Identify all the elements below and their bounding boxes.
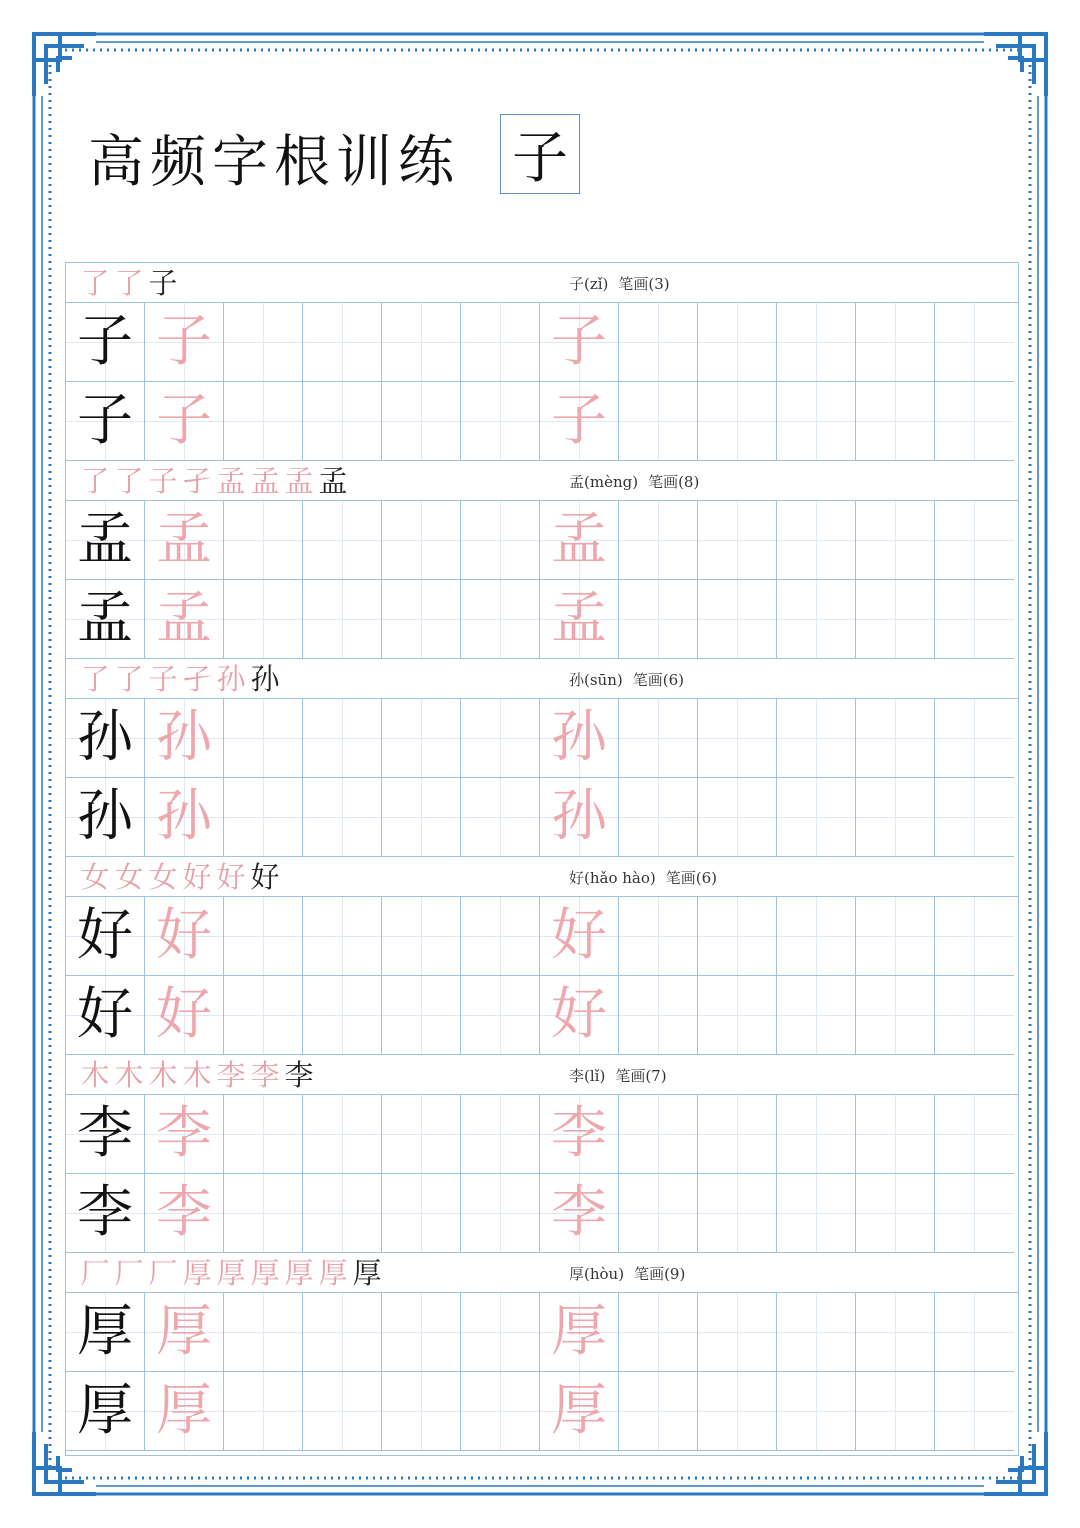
writing-cell[interactable] <box>224 1372 303 1451</box>
writing-cell[interactable] <box>224 976 303 1055</box>
character-pinyin: 孙(sūn) <box>569 671 623 689</box>
writing-cell[interactable] <box>698 580 777 659</box>
practice-row <box>66 1372 1018 1451</box>
writing-cell[interactable] <box>66 303 145 382</box>
model-character: 孙 <box>77 784 133 849</box>
writing-cell[interactable] <box>303 501 382 580</box>
writing-cell[interactable] <box>224 1293 303 1372</box>
writing-cell[interactable] <box>224 303 303 382</box>
writing-cell[interactable] <box>777 778 856 857</box>
writing-cell[interactable] <box>66 382 145 461</box>
character-block <box>66 461 1018 659</box>
character-block <box>66 263 1018 461</box>
practice-row <box>66 580 1018 659</box>
practice-row <box>66 1095 1018 1174</box>
writing-cell[interactable] <box>145 778 224 857</box>
writing-cell[interactable] <box>619 303 698 382</box>
writing-cell[interactable] <box>935 501 1014 580</box>
character-pinyin: 子(zǐ) <box>569 275 609 293</box>
writing-cell[interactable] <box>66 1372 145 1451</box>
writing-cell[interactable] <box>461 382 540 461</box>
model-character: 孙 <box>77 705 133 770</box>
model-character: 孟 <box>77 507 133 572</box>
stroke-step: 木 <box>148 1058 178 1092</box>
writing-cell[interactable] <box>145 897 224 976</box>
character-info <box>569 471 699 492</box>
trace-character: 孟 <box>156 507 212 572</box>
writing-cell[interactable] <box>935 1174 1014 1253</box>
writing-cell[interactable] <box>66 1293 145 1372</box>
writing-cell[interactable] <box>66 1174 145 1253</box>
trace-character: 孙 <box>156 784 212 849</box>
writing-cell[interactable] <box>698 699 777 778</box>
writing-cell[interactable] <box>698 897 777 976</box>
writing-cell[interactable] <box>66 897 145 976</box>
stroke-step: 了 <box>114 464 144 498</box>
writing-cell[interactable] <box>540 1372 619 1451</box>
character-info <box>569 1263 685 1284</box>
character-block <box>66 857 1018 1055</box>
stroke-step: 厚 <box>216 1256 246 1290</box>
writing-cell[interactable] <box>698 778 777 857</box>
stroke-step: 孟 <box>250 464 280 498</box>
stroke-step: 厂 <box>148 1256 178 1290</box>
writing-cell[interactable] <box>461 1293 540 1372</box>
writing-cell[interactable] <box>66 580 145 659</box>
writing-cell[interactable] <box>619 1293 698 1372</box>
writing-cell[interactable] <box>145 1372 224 1451</box>
character-pinyin: 李(lǐ) <box>569 1067 606 1085</box>
writing-cell[interactable] <box>698 976 777 1055</box>
trace-character: 孙 <box>551 705 607 770</box>
writing-cell[interactable] <box>619 1174 698 1253</box>
writing-cell[interactable] <box>461 580 540 659</box>
practice-row <box>66 303 1018 382</box>
writing-cell[interactable] <box>619 976 698 1055</box>
writing-cell[interactable] <box>619 501 698 580</box>
writing-cell[interactable] <box>461 501 540 580</box>
stroke-step: 厚 <box>352 1256 382 1290</box>
writing-cell[interactable] <box>935 1372 1014 1451</box>
trace-character: 厚 <box>551 1299 607 1364</box>
writing-cell[interactable] <box>619 699 698 778</box>
writing-cell[interactable] <box>935 778 1014 857</box>
stroke-order-row <box>66 263 1018 303</box>
writing-cell[interactable] <box>145 699 224 778</box>
writing-cell[interactable] <box>777 699 856 778</box>
writing-cell[interactable] <box>856 580 935 659</box>
writing-cell[interactable] <box>66 976 145 1055</box>
writing-cell[interactable] <box>66 778 145 857</box>
writing-cell[interactable] <box>382 976 461 1055</box>
writing-cell[interactable] <box>856 1095 935 1174</box>
writing-cell[interactable] <box>935 897 1014 976</box>
stroke-step: 厚 <box>318 1256 348 1290</box>
writing-cell[interactable] <box>698 1372 777 1451</box>
writing-cell[interactable] <box>303 1293 382 1372</box>
stroke-step: 了 <box>80 662 110 696</box>
writing-cell[interactable] <box>698 1293 777 1372</box>
writing-cell[interactable] <box>935 580 1014 659</box>
writing-cell[interactable] <box>303 1095 382 1174</box>
stroke-order-sequence <box>78 265 180 301</box>
character-pinyin: 厚(hòu) <box>569 1265 625 1283</box>
practice-row <box>66 778 1018 857</box>
writing-cell[interactable] <box>540 699 619 778</box>
trace-character: 厚 <box>156 1299 212 1364</box>
stroke-step: 厂 <box>114 1256 144 1290</box>
character-block <box>66 659 1018 857</box>
stroke-order-sequence <box>78 463 350 499</box>
writing-cell[interactable] <box>935 303 1014 382</box>
stroke-count: 笔画(9) <box>634 1265 686 1283</box>
stroke-order-sequence <box>78 661 282 697</box>
stroke-step: 厂 <box>80 1256 110 1290</box>
writing-cell[interactable] <box>303 580 382 659</box>
stroke-step: 孟 <box>318 464 348 498</box>
writing-cell[interactable] <box>382 382 461 461</box>
practice-row <box>66 501 1018 580</box>
writing-cell[interactable] <box>224 699 303 778</box>
stroke-step: 女 <box>148 860 178 894</box>
stroke-step: 孑 <box>182 662 212 696</box>
writing-cell[interactable] <box>856 976 935 1055</box>
writing-cell[interactable] <box>382 1293 461 1372</box>
writing-cell[interactable] <box>777 303 856 382</box>
writing-cell[interactable] <box>777 382 856 461</box>
stroke-order-row <box>66 659 1018 699</box>
character-info <box>569 669 684 690</box>
writing-cell[interactable] <box>619 1372 698 1451</box>
writing-cell[interactable] <box>461 1174 540 1253</box>
writing-cell[interactable] <box>935 382 1014 461</box>
trace-character: 好 <box>156 903 212 968</box>
trace-character: 孟 <box>156 586 212 651</box>
trace-character: 子 <box>551 309 607 374</box>
writing-cell[interactable] <box>856 897 935 976</box>
trace-character: 李 <box>551 1101 607 1166</box>
stroke-order-sequence <box>78 1255 384 1291</box>
writing-cell[interactable] <box>777 1293 856 1372</box>
writing-cell[interactable] <box>303 699 382 778</box>
writing-cell[interactable] <box>698 382 777 461</box>
writing-cell[interactable] <box>145 1095 224 1174</box>
stroke-step: 子 <box>148 662 178 696</box>
writing-cell[interactable] <box>856 1372 935 1451</box>
writing-cell[interactable] <box>145 501 224 580</box>
trace-character: 子 <box>156 388 212 453</box>
stroke-step: 木 <box>114 1058 144 1092</box>
writing-cell[interactable] <box>777 501 856 580</box>
writing-cell[interactable] <box>540 580 619 659</box>
character-pinyin: 孟(mèng) <box>569 473 639 491</box>
writing-cell[interactable] <box>303 976 382 1055</box>
character-info <box>569 867 717 888</box>
stroke-step: 孟 <box>284 464 314 498</box>
character-block <box>66 1253 1018 1451</box>
model-character: 李 <box>77 1180 133 1245</box>
writing-cell[interactable] <box>619 580 698 659</box>
writing-cell[interactable] <box>224 897 303 976</box>
writing-cell[interactable] <box>698 501 777 580</box>
writing-cell[interactable] <box>540 303 619 382</box>
writing-cell[interactable] <box>461 303 540 382</box>
writing-cell[interactable] <box>777 1174 856 1253</box>
root-character-box: 子 <box>500 114 580 194</box>
stroke-order-sequence <box>78 859 282 895</box>
writing-cell[interactable] <box>382 303 461 382</box>
trace-character: 孟 <box>551 507 607 572</box>
writing-cell[interactable] <box>224 1095 303 1174</box>
writing-cell[interactable] <box>777 976 856 1055</box>
stroke-step: 了 <box>114 266 144 300</box>
stroke-step: 了 <box>80 266 110 300</box>
writing-cell[interactable] <box>303 382 382 461</box>
writing-cell[interactable] <box>66 1095 145 1174</box>
writing-cell[interactable] <box>382 1372 461 1451</box>
writing-cell[interactable] <box>303 303 382 382</box>
stroke-step: 李 <box>250 1058 280 1092</box>
writing-cell[interactable] <box>540 1095 619 1174</box>
writing-cell[interactable] <box>698 1174 777 1253</box>
trace-character: 孟 <box>551 586 607 651</box>
writing-cell[interactable] <box>777 1095 856 1174</box>
writing-cell[interactable] <box>224 1174 303 1253</box>
stroke-step: 厚 <box>250 1256 280 1290</box>
writing-cell[interactable] <box>777 1372 856 1451</box>
writing-cell[interactable] <box>382 1174 461 1253</box>
writing-cell[interactable] <box>856 1174 935 1253</box>
model-character: 孟 <box>77 586 133 651</box>
writing-cell[interactable] <box>224 382 303 461</box>
stroke-step: 厚 <box>182 1256 212 1290</box>
writing-cell[interactable] <box>856 303 935 382</box>
trace-character: 好 <box>551 903 607 968</box>
stroke-step: 李 <box>284 1058 314 1092</box>
writing-cell[interactable] <box>619 897 698 976</box>
writing-cell[interactable] <box>856 778 935 857</box>
writing-cell[interactable] <box>540 976 619 1055</box>
stroke-step: 孟 <box>216 464 246 498</box>
character-info <box>569 1065 667 1086</box>
trace-character: 孙 <box>551 784 607 849</box>
stroke-order-row <box>66 857 1018 897</box>
model-character: 厚 <box>77 1378 133 1443</box>
stroke-step: 孙 <box>250 662 280 696</box>
model-character: 李 <box>77 1101 133 1166</box>
stroke-step: 女 <box>114 860 144 894</box>
trace-character: 孙 <box>156 705 212 770</box>
stroke-step: 李 <box>216 1058 246 1092</box>
stroke-count: 笔画(7) <box>615 1067 667 1085</box>
stroke-step: 好 <box>250 860 280 894</box>
stroke-step: 子 <box>148 266 178 300</box>
trace-character: 好 <box>551 982 607 1047</box>
trace-character: 李 <box>156 1180 212 1245</box>
writing-cell[interactable] <box>461 699 540 778</box>
trace-character: 子 <box>156 309 212 374</box>
practice-row <box>66 897 1018 976</box>
trace-character: 子 <box>551 388 607 453</box>
writing-cell[interactable] <box>66 501 145 580</box>
writing-cell[interactable] <box>698 1095 777 1174</box>
writing-cell[interactable] <box>145 580 224 659</box>
writing-cell[interactable] <box>145 303 224 382</box>
character-pinyin: 好(hǎo hào) <box>569 869 656 887</box>
writing-cell[interactable] <box>461 1372 540 1451</box>
stroke-step: 子 <box>148 464 178 498</box>
writing-cell[interactable] <box>856 382 935 461</box>
writing-cell[interactable] <box>461 778 540 857</box>
model-character: 好 <box>77 903 133 968</box>
writing-cell[interactable] <box>935 1293 1014 1372</box>
writing-cell[interactable] <box>619 778 698 857</box>
writing-cell[interactable] <box>856 1293 935 1372</box>
stroke-step: 孙 <box>216 662 246 696</box>
stroke-step: 女 <box>80 860 110 894</box>
trace-character: 厚 <box>156 1378 212 1443</box>
writing-cell[interactable] <box>540 1174 619 1253</box>
trace-character: 李 <box>551 1180 607 1245</box>
writing-cell[interactable] <box>698 303 777 382</box>
writing-cell[interactable] <box>145 1293 224 1372</box>
stroke-count: 笔画(3) <box>618 275 670 293</box>
writing-cell[interactable] <box>382 1095 461 1174</box>
writing-cell[interactable] <box>540 501 619 580</box>
writing-cell[interactable] <box>66 699 145 778</box>
writing-cell[interactable] <box>777 580 856 659</box>
writing-cell[interactable] <box>856 501 935 580</box>
stroke-step: 木 <box>182 1058 212 1092</box>
stroke-count: 笔画(6) <box>632 671 684 689</box>
writing-cell[interactable] <box>461 1095 540 1174</box>
trace-character: 好 <box>156 982 212 1047</box>
writing-cell[interactable] <box>145 382 224 461</box>
writing-cell[interactable] <box>382 501 461 580</box>
writing-cell[interactable] <box>461 897 540 976</box>
stroke-order-sequence <box>78 1057 316 1093</box>
writing-cell[interactable] <box>540 897 619 976</box>
character-info <box>569 273 670 294</box>
writing-cell[interactable] <box>382 699 461 778</box>
practice-row <box>66 1293 1018 1372</box>
writing-cell[interactable] <box>935 699 1014 778</box>
writing-cell[interactable] <box>619 382 698 461</box>
stroke-step: 好 <box>216 860 246 894</box>
trace-character: 李 <box>156 1101 212 1166</box>
writing-cell[interactable] <box>303 778 382 857</box>
stroke-order-row <box>66 1055 1018 1095</box>
writing-cell[interactable] <box>224 778 303 857</box>
model-character: 厚 <box>77 1299 133 1364</box>
writing-cell[interactable] <box>303 1174 382 1253</box>
model-character: 子 <box>77 388 133 453</box>
model-character: 好 <box>77 982 133 1047</box>
stroke-order-row <box>66 461 1018 501</box>
trace-character: 厚 <box>551 1378 607 1443</box>
writing-cell[interactable] <box>935 1095 1014 1174</box>
writing-cell[interactable] <box>145 976 224 1055</box>
writing-cell[interactable] <box>382 778 461 857</box>
stroke-step: 木 <box>80 1058 110 1092</box>
writing-cell[interactable] <box>303 897 382 976</box>
writing-cell[interactable] <box>382 897 461 976</box>
practice-row <box>66 699 1018 778</box>
stroke-step: 孑 <box>182 464 212 498</box>
writing-cell[interactable] <box>382 580 461 659</box>
practice-row <box>66 1174 1018 1253</box>
writing-cell[interactable] <box>224 580 303 659</box>
character-block <box>66 1055 1018 1253</box>
practice-sheet <box>65 262 1019 1456</box>
stroke-step: 了 <box>80 464 110 498</box>
writing-cell[interactable] <box>540 1293 619 1372</box>
writing-cell[interactable] <box>856 699 935 778</box>
writing-cell[interactable] <box>777 897 856 976</box>
stroke-step: 了 <box>114 662 144 696</box>
model-character: 子 <box>77 309 133 374</box>
stroke-order-row <box>66 1253 1018 1293</box>
practice-row <box>66 976 1018 1055</box>
stroke-count: 笔画(8) <box>648 473 700 491</box>
writing-cell[interactable] <box>935 976 1014 1055</box>
page-title: 高频字根训练 <box>88 130 460 195</box>
writing-cell[interactable] <box>540 778 619 857</box>
stroke-step: 好 <box>182 860 212 894</box>
writing-cell[interactable] <box>619 1095 698 1174</box>
writing-cell[interactable] <box>224 501 303 580</box>
writing-cell[interactable] <box>303 1372 382 1451</box>
writing-cell[interactable] <box>461 976 540 1055</box>
stroke-count: 笔画(6) <box>665 869 717 887</box>
stroke-step: 厚 <box>284 1256 314 1290</box>
writing-cell[interactable] <box>145 1174 224 1253</box>
writing-cell[interactable] <box>540 382 619 461</box>
practice-row <box>66 382 1018 461</box>
